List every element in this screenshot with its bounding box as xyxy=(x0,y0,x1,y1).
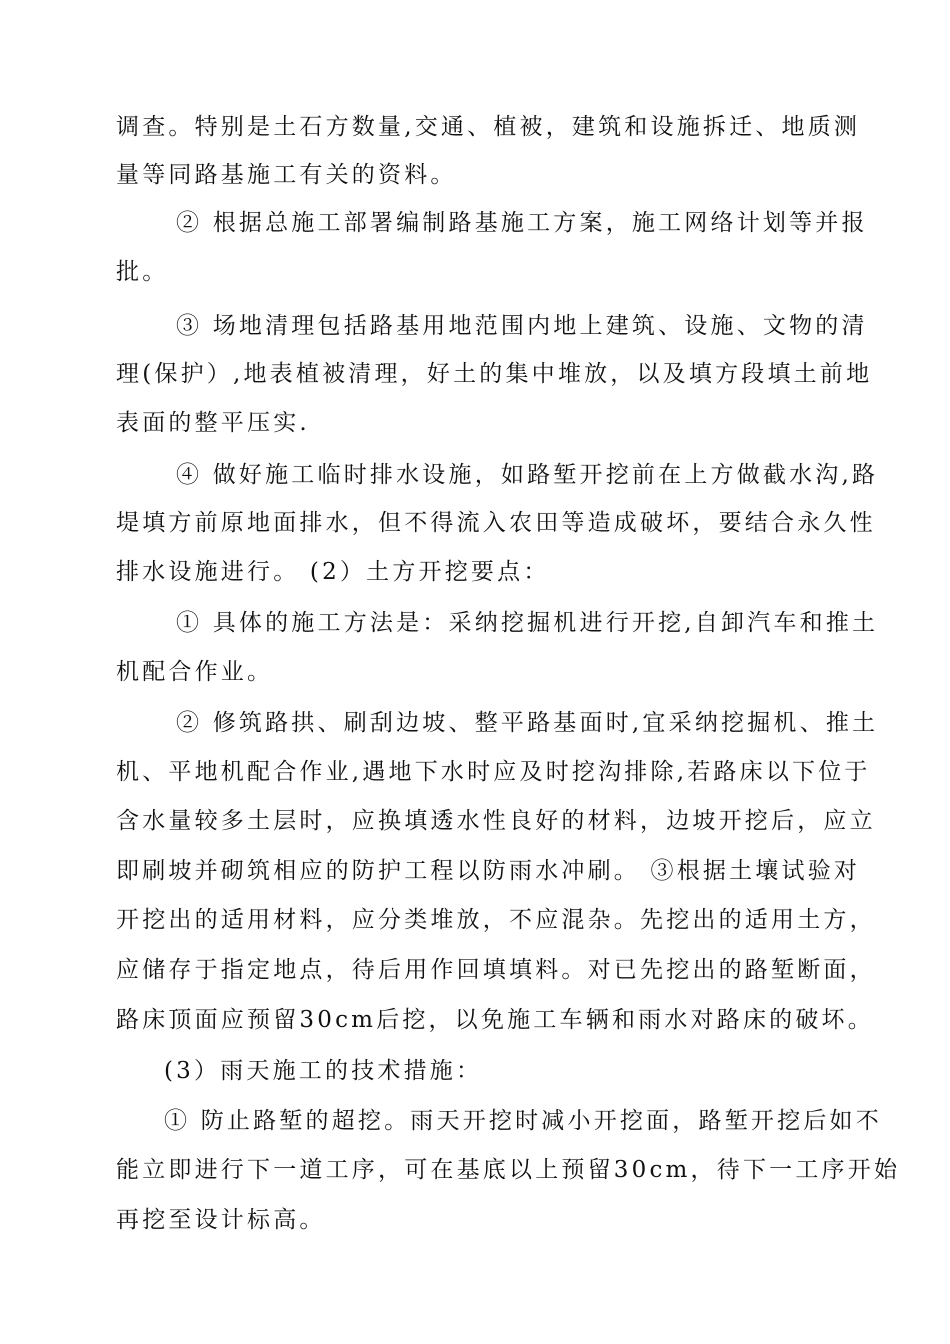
text-line: ② 修筑路拱、刷刮边坡、整平路基面时,宜采纳挖掘机、推土 xyxy=(176,710,879,736)
text-line: ③ 场地清理包括路基用地范围内地上建筑、设施、文物的清 xyxy=(176,313,868,339)
text-line: 含水量较多土层时，应换填透水性良好的材料，边坡开挖后，应立 xyxy=(116,808,876,834)
text-line: ① 具体的施工方法是：采纳挖掘机进行开挖,自卸汽车和推土 xyxy=(176,610,879,636)
text-line: ④ 做好施工临时排水设施，如路堑开挖前在上方做截水沟,路 xyxy=(176,462,879,488)
text-line: ② 根据总施工部署编制路基施工方案，施工网络计划等并报 xyxy=(176,210,868,236)
text-line: 排水设施进行。 (2）土方开挖要点： xyxy=(116,559,550,585)
text-line: 批。 xyxy=(116,259,169,285)
text-line: 机配合作业。 xyxy=(116,659,274,685)
text-line: 机、平地机配合作业,遇地下水时应及时挖沟排除,若路床以下位于 xyxy=(116,759,871,785)
text-line: 路床顶面应预留30cm后挖，以免施工车辆和雨水对路床的破坏。 xyxy=(116,1007,874,1033)
text-line: 再挖至设计标高。 xyxy=(116,1207,326,1233)
text-line: 量等同路基施工有关的资料。 xyxy=(116,162,457,188)
text-line: 理(保护）,地表植被清理，好土的集中堆放，以及填方段填土前地 xyxy=(116,361,873,387)
text-line: (3）雨天施工的技术措施： xyxy=(164,1058,483,1084)
text-line: 能立即进行下一道工序，可在基底以上预留30cm，待下一工序开始 xyxy=(116,1157,901,1183)
text-line: 堤填方前原地面排水，但不得流入农田等造成破坏，要结合永久性 xyxy=(116,510,876,536)
text-line: 应储存于指定地点，待后用作回填填料。对已先挖出的路堑断面， xyxy=(116,957,876,983)
text-line: 表面的整平压实. xyxy=(116,410,310,436)
text-line: 即刷坡并砌筑相应的防护工程以防雨水冲刷。 ③根据土壤试验对 xyxy=(116,858,861,884)
text-line: ① 防止路堑的超挖。雨天开挖时减小开挖面，路堑开挖后如不 xyxy=(164,1108,882,1134)
text-line: 开挖出的适用材料，应分类堆放，不应混杂。先挖出的适用土方， xyxy=(116,907,876,933)
text-line: 调查。特别是土石方数量,交通、植被，建筑和设施拆迁、地质测 xyxy=(116,114,861,140)
